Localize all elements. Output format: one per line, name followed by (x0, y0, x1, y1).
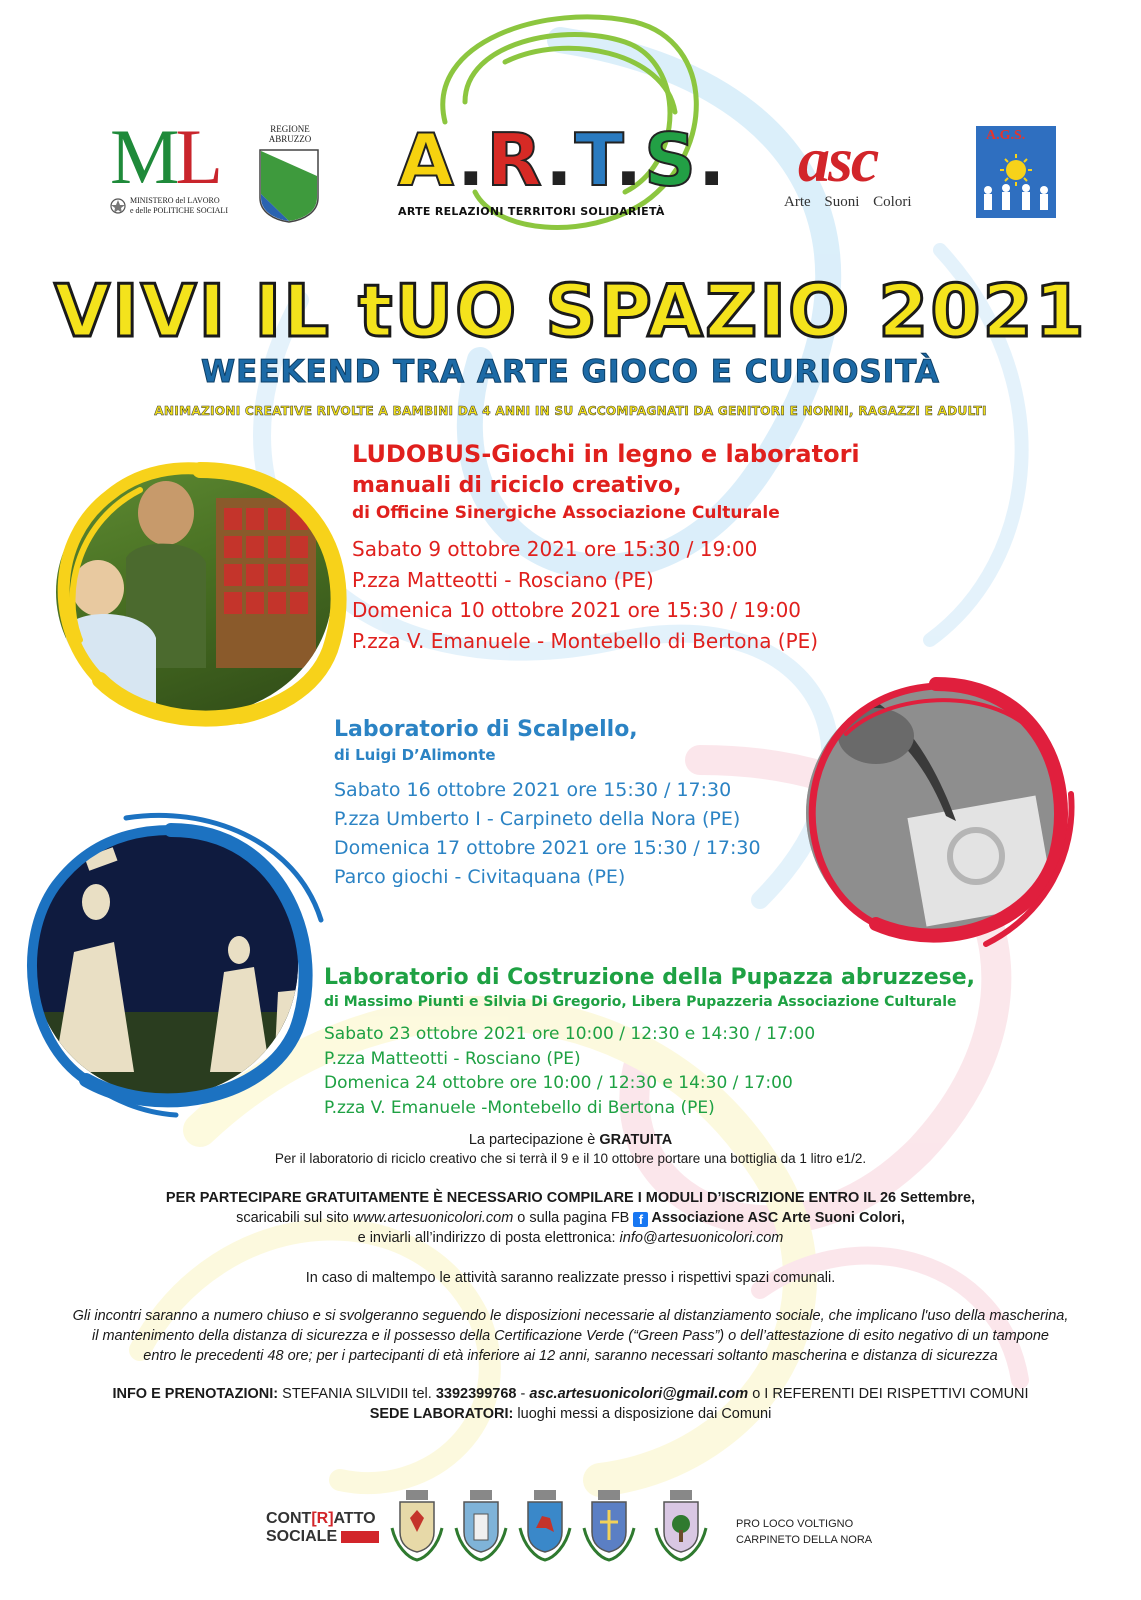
activity-line: P.zza V. Emanuele - Montebello di Bertona (PE) (352, 628, 819, 653)
activity-title: LUDOBUS-Giochi in legno e laboratori (352, 440, 860, 468)
page-subtitle: WEEKEND TRA ARTE GIOCO E CURIOSITÀ (200, 354, 941, 390)
page-title: VIVI IL tUO SPAZIO 2021 (54, 269, 1087, 353)
facebook-icon: f (633, 1212, 648, 1227)
activity-line: Parco giochi - Civitaquana (PE) (334, 866, 626, 888)
venue-info: SEDE LABORATORI: luoghi messi a disposizione dai Comuni (369, 1406, 772, 1422)
municipal-crest-icon (652, 1488, 710, 1562)
activity-line: P.zza Matteotti - Rosciano (PE) (352, 567, 654, 592)
activity-line: P.zza V. Emanuele -Montebello di Bertona (PE) (324, 1097, 715, 1118)
weather-note: In caso di maltempo le attività saranno realizzate presso i rispettivi spazi comunali. (305, 1270, 836, 1286)
registration-note: PER PARTECIPARE GRATUITAMENTE È NECESSARIO COMPILARE I MODULI D’ISCRIZIONE ENTRO IL 26 Settembre, (165, 1190, 976, 1206)
contact-info: INFO E PRENOTAZIONI: STEFANIA SILVIDII tel. 3392399768 - asc.artesuonicolori@gmail.com o I REFERENTI DEI RISPETTIVI COMUNI (112, 1386, 1029, 1402)
activity-line: Sabato 16 ottobre 2021 ore 15:30 / 17:30 (334, 779, 732, 801)
arts-subtitle: ARTE RELAZIONI TERRITORI SOLIDARIETÀ (398, 205, 665, 218)
municipal-crest-icon (452, 1488, 510, 1562)
contratto-sociale-logo: CONT[R]ATTO SOCIALE (266, 1510, 379, 1546)
arts-dot: . (614, 118, 645, 202)
arts-dot: . (457, 118, 487, 202)
blue-paint-ring (6, 800, 336, 1130)
contact-email[interactable]: asc.artesuonicolori@gmail.com (529, 1386, 749, 1402)
activity-line: Sabato 9 ottobre 2021 ore 15:30 / 19:00 (352, 537, 758, 561)
activity-organizer: di Officine Sinergiche Associazione Culturale (352, 503, 780, 523)
municipal-crest-icon (580, 1488, 638, 1562)
red-paint-ring (786, 664, 1086, 964)
yellow-paint-ring (40, 440, 360, 740)
municipal-crest-icon (516, 1488, 574, 1562)
region-shield-icon (258, 148, 320, 224)
ags-label: A.G.S. (986, 128, 1026, 143)
activity-line: Domenica 24 ottobre ore 10:00 / 12:30 e 14:30 / 17:00 (324, 1073, 793, 1093)
rules-line-3: entro le precedenti 48 ore; per i partecipanti di età inferiore ai 12 anni, saranno necessari soltanto mascherina e distanza di sicurezza (143, 1348, 998, 1364)
email-note: e inviarli all’indirizzo di posta elettronica: info@artesuonicolori.com (357, 1230, 784, 1246)
activity-title: Laboratorio di Costruzione della Pupazza abruzzese, (324, 965, 976, 990)
download-note: scaricabili sul sito www.artesuonicolori.com o sulla pagina FB f Associazione ASC Arte Suoni Colori, (236, 1210, 905, 1227)
municipal-crest-icon (388, 1488, 446, 1562)
arts-dot: . (697, 118, 728, 202)
arts-letter-a: A (398, 118, 458, 202)
arts-letter-s: S (644, 118, 698, 202)
activity-organizer: di Massimo Piunti e Silvia Di Gregorio, Libera Pupazzeria Associazione Culturale (324, 994, 957, 1010)
ministry-logo-l: L (175, 113, 220, 200)
arts-letter-r: R (486, 118, 546, 202)
activity-title: Laboratorio di Scalpello, (334, 717, 638, 742)
email-link[interactable]: info@artesuonicolori.com (619, 1230, 784, 1246)
activity-scalpello (334, 716, 761, 892)
asc-caption: Arte Suoni Colori (784, 194, 912, 210)
ministry-logo (110, 113, 220, 200)
proloco-label: PRO LOCO VOLTIGNO CARPINETO DELLA NORA (736, 1518, 873, 1546)
contact-phone[interactable]: 3392399768 (435, 1386, 517, 1402)
activity-line: P.zza Matteotti - Rosciano (PE) (324, 1048, 581, 1069)
activity-line: Sabato 23 ottobre 2021 ore 10:00 / 12:30 e 14:30 / 17:00 (324, 1024, 816, 1044)
arts-logo-title (398, 120, 727, 200)
asc-logo-word: asc (798, 124, 878, 195)
activity-organizer: di Luigi D’Alimonte (334, 746, 496, 764)
activity-title-2: manuali di riciclo creativo, (352, 473, 682, 498)
bottle-note: Per il laboratorio di riciclo creativo che si terrà il 9 e il 10 ottobre portare una bottiglia da 1 litro e1/2. (274, 1151, 867, 1166)
facebook-page-link[interactable]: Associazione ASC Arte Suoni Colori, (651, 1210, 905, 1226)
arts-letter-t: T (574, 118, 615, 202)
activity-line: Domenica 17 ottobre 2021 ore 15:30 / 17:30 (334, 837, 761, 859)
ministry-logo-m: M (110, 113, 176, 200)
free-participation: La partecipazione è GRATUITA (468, 1132, 673, 1148)
activity-line: P.zza Umberto I - Carpineto della Nora (PE) (334, 808, 741, 830)
rules-line-1: Gli incontri saranno a numero chiuso e si svolgeranno seguendo le disposizioni necessarie al distanziamento sociale, che implicano l'uso della mascherina, (72, 1308, 1069, 1324)
ministry-caption: MINISTERO del LAVORO e delle POLITICHE SOCIALI (130, 196, 228, 215)
rules-line-2: il mantenimento della distanza di sicurezza e il possesso della Certificazione Verde (“Green Pass”) o dell’attestazione di esito negativo di un tampone (92, 1328, 1049, 1344)
arts-dot: . (545, 118, 575, 202)
region-caption: REGIONE ABRUZZO (268, 124, 312, 144)
activity-ludobus (352, 438, 860, 656)
website-link[interactable]: www.artesuonicolori.com (352, 1210, 514, 1226)
page-tagline: ANIMAZIONI CREATIVE RIVOLTE A BAMBINI DA 4 ANNI IN SU ACCOMPAGNATI DA GENITORI E NONNI, RAGAZZI E ADULTI (154, 404, 987, 418)
italian-emblem-icon (110, 196, 126, 216)
activity-line: Domenica 10 ottobre 2021 ore 15:30 / 19:00 (352, 598, 802, 622)
activity-pupazza (324, 964, 975, 1120)
